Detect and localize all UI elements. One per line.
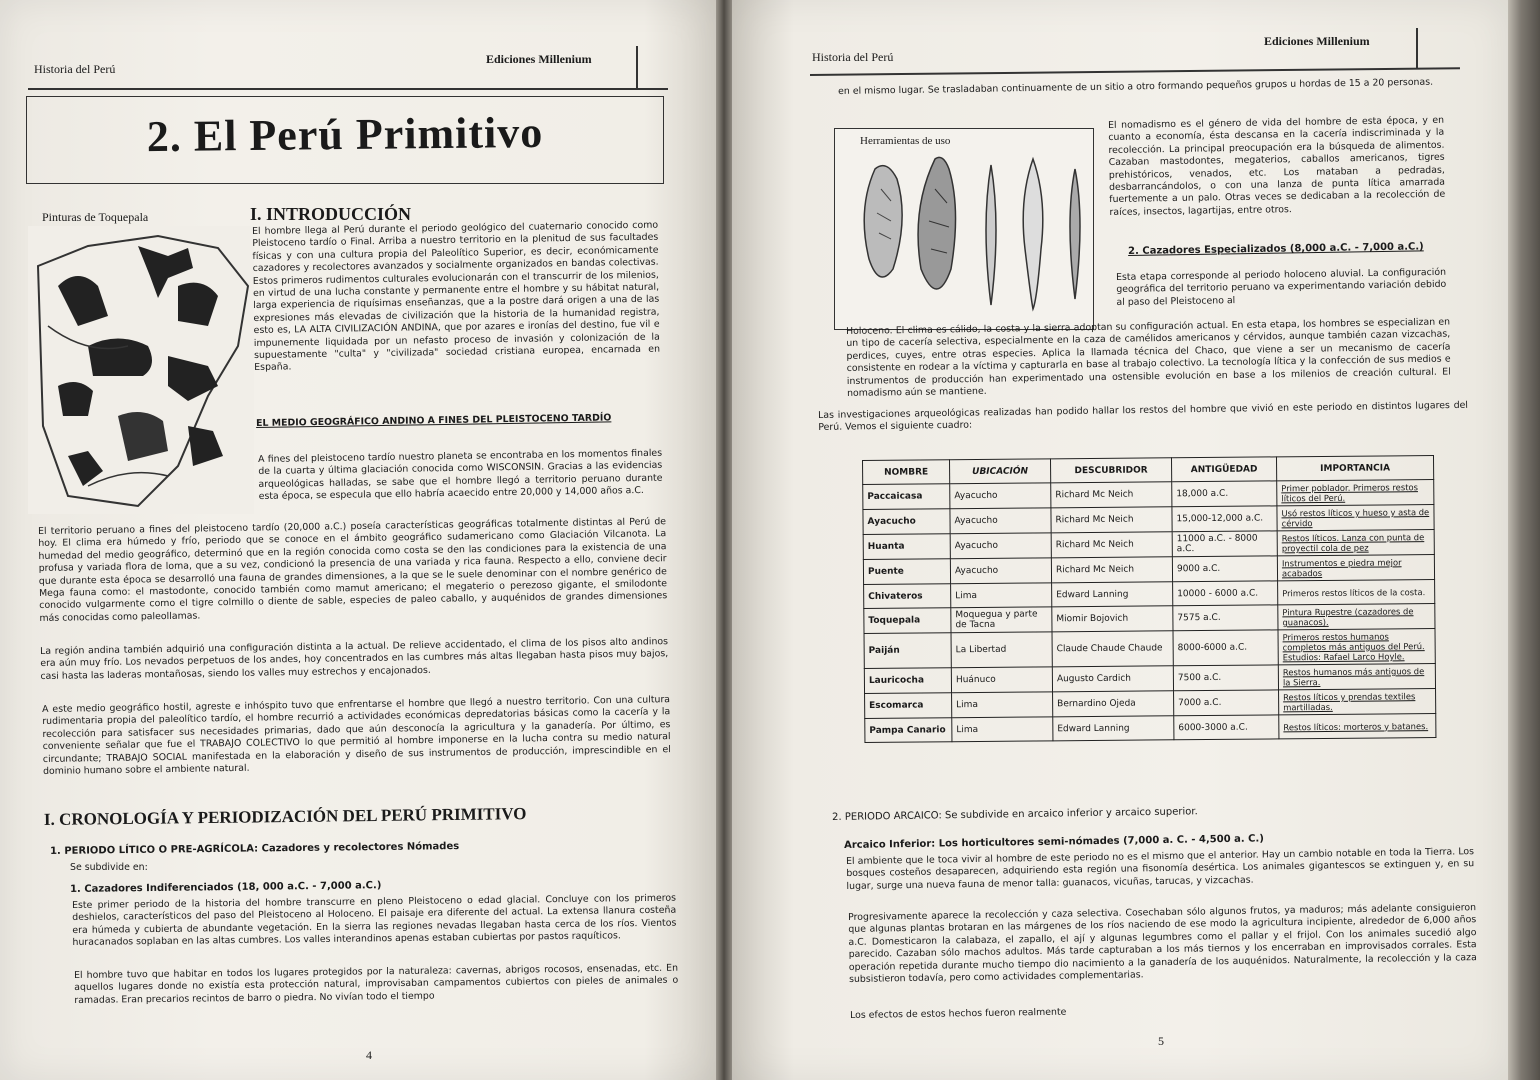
- site-discoverer: Edward Lanning: [1053, 716, 1174, 741]
- site-name: Ayacucho: [863, 509, 950, 535]
- site-importance: Restos humanos más antiguos de la Sierra.: [1278, 664, 1435, 690]
- geo-heading: EL MEDIO GEOGRÁFICO ANDINO A FINES DEL PLEISTOCENO TARDÍO: [256, 412, 612, 429]
- cazadores-indiferenciados-paragraph-2: El hombre tuvo que habitar en todos los lugares protegidos por la naturaleza: cavernas, abrigos rocosos, ensenadas, etc. En aquellos lugares donde no existía esta protección natural, improvisaban campamentos cubiertos con pieles de animales o ramadas. Eran precarios recintos de barro o piedra. No vivían todo el tiempo: [74, 962, 679, 1006]
- site-age: 7000 a.C.: [1174, 690, 1279, 716]
- header-divider: [1416, 28, 1418, 68]
- site-discoverer: Bernardino Ojeda: [1053, 691, 1174, 717]
- site-discoverer: Richard Mc Neich: [1051, 557, 1172, 583]
- header-rule: [28, 88, 668, 90]
- running-head: Historia del Perú: [812, 50, 894, 64]
- table-intro: Las investigaciones arqueológicas realizadas han podido hallar los restos del hombre que vivió en este periodo en distintos lugares del Perú. Vemos el siguiente cuadro:: [818, 399, 1469, 434]
- site-discoverer: Claude Chaude Chaude: [1052, 631, 1173, 667]
- site-importance: Instrumentos e piedra mejor acabados: [1277, 555, 1434, 581]
- geo-paragraph-4: A este medio geográfico hostil, agreste e inhóspito tuvo que enfrentarse el hombre que llegó a nuestro territorio. Con una cultura rudimentaria propia del paleolítico tardío, el hombre recurrió a actividades económicas depredatorias básicas como la cacería y la recolección para satisfacer sus necesidades primarias, dado que aún desconocía la agricultura y la ganadería. Por último, es conveniente señalar que fue el TRABAJO COLECTIVO lo que permitió al hombre imponerse en la lucha contra su medio natural circundante; TRABAJO SOCIAL manifestada en la elaboración y diseño de sus instrumentos de producción, imprescindible en el dominio humano sobre el ambiente natural.: [42, 694, 671, 778]
- geo-paragraph-1: A fines del pleistoceno tardío nuestro planeta se encontraba en los momentos finales de la cuarta y última glaciación conocida como WISCONSIN. Gracias a las evidencias arqueológicas halladas, se sabe que el hombre llegó a territorio peruano durante esta época, se especula que ello habría acaecido entre 20,000 y 14,000 años a.C.: [258, 447, 663, 503]
- page-number: 4: [366, 1048, 372, 1062]
- column-header: DESCUBRIDOR: [1050, 458, 1171, 483]
- site-location: Ayacucho: [950, 483, 1051, 509]
- site-importance: Restos líticos y prendas textiles martilladas.: [1279, 689, 1436, 715]
- site-discoverer: Richard Mc Neich: [1051, 507, 1172, 533]
- site-location: La Libertad: [951, 632, 1052, 668]
- site-importance: Usó restos líticos y hueso y asta de cérvido: [1277, 505, 1434, 531]
- column-header: IMPORTANCIA: [1276, 456, 1433, 481]
- cave-painting-illustration: [28, 226, 254, 514]
- header-rule: [810, 67, 1460, 76]
- intro-paragraph: El hombre llega al Perú durante el periodo geológico del cuaternario conocido como Pleistoceno tardío o Final. Arriba a nuestro territorio en la plenitud de sus facultades físicas y con una cultura propia del Paleolítico Superior, es decir, económicamente cazadores y recolectores avanzados y socialmente organizados en bandas colectivas. Estos primeros rudimentos culturales evolucionarán con el transcurrir de los milenios, en virtud de una lucha constante y permanente entre el hombre y su hábitat natural, larga experiencia de riquísimas enseñanzas, que a la postre dará origen a una de las expresiones más elevadas de civilización que la historia de la humanidad registra, esto es, LA ALTA CIVILIZACIÓN ANDINA, que por azares e ironías del destino, fue vil e impunemente liquidada por un nefasto proceso de invasión y colonización de la supuestamente "culta" y "civilizada" sociedad cristiana europea, encarnada en España.: [252, 219, 661, 374]
- period1-subtitle: Se subdivide en:: [70, 862, 148, 873]
- right-page: [732, 0, 1508, 1080]
- column-header: UBICACIÓN: [950, 459, 1051, 484]
- site-location: Moquegua y parte de Tacna: [951, 607, 1052, 633]
- table-row: [865, 714, 1436, 743]
- image-caption: Pinturas de Toquepala: [42, 210, 149, 224]
- book-page-edges: [1508, 0, 1540, 1080]
- site-location: Ayacucho: [950, 533, 1051, 559]
- arcaico-heading: 2. PERIODO ARCAICO: Se subdivide en arcaico inferior y arcaico superior.: [832, 806, 1198, 823]
- cazadores-especializados-paragraph-2: Holoceno. El clima es cálido, la costa y la sierra adoptan su configuración actual. En esta etapa, los hombres se especializan en un tipo de cacería selectiva, especialmente en la caza de camélidos americanos y cérvidos, aunque también cazan vizcachas, perdices, cuyes, entre otras especies. Aplica la llamada técnica del Chaco, que viene a ser un mecanismo de cacería consistente en rodear a la víctima y capturarla en base al trabajo colectivo. La tecnología lítica y la confección de sus medios e instrumentos de producción han experimentado una ostensible evolución en base a los milenios de creación cultural. El nomadismo aún se mantiene.: [846, 316, 1451, 400]
- site-importance: Primer poblador. Primeros restos líticos del Perú.: [1277, 480, 1434, 506]
- intro-heading: I. INTRODUCCIÓN: [250, 204, 412, 224]
- site-location: Lima: [951, 583, 1052, 608]
- arcaico-inferior-paragraph-2: Progresivamente aparece la recolección y caza selectiva. Cosechaban sólo algunos frutos, ya maduros; más adelante consiguieron que algunas plantas brotaran en las márgenes de los ríos naciendo de ese modo la agricultura incipiente, alrededor de 6,000 años a.C. Domesticaron la calabaza, el zapallo, el ají y algunas legumbres como el pallar y el frijol. Con los animales sucedió algo parecido. Cazaban sólo machos adultos. Más tarde capturaban a los más tiernos y los encerraban en improvisados corrales. Esta operación repetida durante mucho tiempo dio nacimiento a la ganadería de los auquénidos. Naturalmente, la recolección y la caza subsistieron todavía, pero como actividades complementarias.: [848, 902, 1477, 986]
- site-name: Toquepala: [864, 608, 951, 634]
- site-discoverer: Augusto Cardich: [1052, 666, 1173, 692]
- site-discoverer: Edward Lanning: [1052, 582, 1173, 607]
- cazadores-especializados-heading: 2. Cazadores Especializados (8,000 a.C. - 7,000 a.C.): [1128, 241, 1424, 257]
- site-importance: Primeros restos líticos de la costa.: [1278, 580, 1435, 605]
- site-age: 7500 a.C.: [1173, 665, 1278, 691]
- site-importance: Pintura Rupestre (cazadores de guanacos).: [1278, 604, 1435, 630]
- running-head: Historia del Perú: [34, 62, 116, 76]
- site-location: Lima: [952, 692, 1053, 718]
- column-header: NOMBRE: [863, 460, 950, 485]
- publisher-label: Ediciones Millenium: [1264, 34, 1370, 48]
- page-number: 5: [1158, 1034, 1164, 1048]
- nomadism-paragraph: El nomadismo es el género de vida del hombre de esta época, y en cuanto a economía, ésta descansa en la cacería indiscriminada y la recolección. La principal preocupación era la búsqueda de alimentos. Cazaban mastodontes, megaterios, caballos americanos, tigres prehistóricos, venados, etc. Los mataban a pedradas, desbarrancándolos, o con una lanza de punta lítica amarrada fuertemente a un palo. Otras veces se dedicaban a la recolección de raíces, insectos, lagartijas, entre otros.: [1108, 114, 1446, 218]
- site-age: 11000 a.C. - 8000 a.C.: [1172, 531, 1277, 557]
- arcaico-inferior-heading: Arcaico Inferior: Los horticultores semi-nómades (7,000 a. C. - 4,500 a. C.): [844, 833, 1264, 851]
- arcaico-inferior-paragraph-3: Los efectos de estos hechos fueron realmente: [850, 1006, 1067, 1021]
- table-row: [864, 629, 1435, 669]
- header-divider: [636, 46, 638, 88]
- top-paragraph: en el mismo lugar. Se trasladaban continuamente de un sitio a otro formando pequeños grupos u hordas de 15 a 20 personas.: [838, 76, 1434, 97]
- column-header: ANTIGÜEDAD: [1171, 457, 1276, 482]
- site-name: Lauricocha: [864, 668, 951, 694]
- archaeological-sites-table: [862, 455, 1436, 743]
- chapter-title-box: [26, 96, 664, 184]
- cazadores-indiferenciados-paragraph: Este primer periodo de la historia del hombre transcurre en pleno Pleistoceno o edad glacial. Concluye con los primeros deshielos, característicos del paso del Pleistoceno al Holoceno. El paisaje era diferente del actual. La extensa llanura costeña era húmeda y cubierta de abundante vegetación. En la sierra las regiones nevadas llegaban hasta cerca de los ríos. Vientos huracanados soplaban en las altas cumbres. Los valles interandinos apenas estaban cubiertas por pastos raquíticos.: [72, 892, 677, 949]
- cazadores-indiferenciados-heading: 1. Cazadores Indiferenciados (18, 000 a.C. - 7,000 a.C.): [70, 880, 382, 895]
- site-age: 10000 - 6000 a.C.: [1173, 581, 1278, 606]
- site-age: 9000 a.C.: [1172, 556, 1277, 582]
- period1-heading: 1. PERIODO LÍTICO O PRE-AGRÍCOLA: Cazadores y recolectores Nómades: [50, 841, 460, 857]
- geo-paragraph-3: La región andina también adquirió una configuración distinta a la actual. De relieve accidentado, el clima de los pisos alto andinos era aún muy frío. Los nevados perpetuos de los andes, hoy concentrados en las cumbres más altas llegaban hasta pisos muy bajos, casi hasta las laderas montañosas, siendo los valles muy estrechos y encajonados.: [40, 636, 669, 682]
- arcaico-inferior-paragraph-1: El ambiente que le toca vivir al hombre de este periodo no es el mismo que el anterior. Hay un cambio notable en toda la Tierra. Los bosques costeños desaparecen, adquiriendo esta región una fisonomía desértica. Los animales gigantescos se extinguen y, en su lugar, surge una nueva fauna de menor talla: guanacos, vicuñas, tarucas, y vizcachas.: [846, 846, 1475, 892]
- site-name: Huanta: [863, 534, 950, 560]
- site-importance: Restos líticos: morteros y batanes.: [1279, 714, 1436, 739]
- geo-paragraph-2: El territorio peruano a fines del pleistoceno tardío (20,000 a.C.) poseía características geográficas totalmente distintas al Perú de hoy. El clima era húmedo y frío, periodo que se conoce en el ámbito geográfico sudamericano como Glaciación Vilcanota. La humedad del medio geográfico, determinó que en la región conocida como costa se den las condiciones para la existencia de una profusa y variada flora de loma, que a su vez, condicionó la presencia de una variada y rica fauna. Respecto a ello, conviene decir que durante esta época se desarrolló una fauna de grandes dimensiones, a la que se le suele denominar con el nombre genérico de Mega fauna como: el mastodonte, conocido también como mamut americano; el megaterio o perezoso gigante, el smilodonte conocido vulgarmente como el tigre colmillo o diente de sable, especies de paleo caballo, y auquénidos de grandes dimensiones más conocidas como paleollamas.: [38, 516, 668, 624]
- site-location: Lima: [952, 717, 1053, 742]
- tools-caption: Herramientas de uso: [857, 135, 953, 147]
- tools-figure: [834, 128, 1094, 330]
- publisher-label: Ediciones Millenium: [486, 52, 592, 66]
- site-importance: Restos líticos. Lanza con punta de proyectil cola de pez: [1277, 530, 1434, 556]
- site-name: Pampa Canario: [865, 718, 952, 743]
- site-name: Puente: [863, 559, 950, 585]
- stone-tools-illustration: [835, 129, 1093, 329]
- site-age: 15,000-12,000 a.C.: [1172, 506, 1277, 532]
- site-name: Paiján: [864, 633, 951, 669]
- site-discoverer: Richard Mc Neich: [1051, 532, 1172, 558]
- site-age: 8000-6000 a.C.: [1173, 630, 1278, 666]
- cazadores-especializados-paragraph-1: Esta etapa corresponde al periodo holoceno aluvial. La configuración geográfica del territorio peruano va experimentando variación debido al paso del Pleistoceno al: [1116, 266, 1447, 308]
- site-discoverer: Richard Mc Neich: [1051, 482, 1172, 508]
- left-page: [0, 0, 716, 1080]
- site-age: 7575 a.C.: [1173, 605, 1278, 631]
- site-age: 6000-3000 a.C.: [1174, 715, 1279, 740]
- site-location: Huánuco: [951, 667, 1052, 693]
- book-gutter: [716, 0, 732, 1080]
- site-name: Paccaicasa: [863, 484, 950, 510]
- site-age: 18,000 a.C.: [1172, 481, 1277, 507]
- chapter-title: 2. El Perú Primitivo: [146, 107, 544, 162]
- site-discoverer: Miomir Bojovich: [1052, 606, 1173, 632]
- site-name: Escomarca: [865, 693, 952, 719]
- site-importance: Primeros restos humanos completos más antiguos del Perú. Estudios: Rafael Larco Hoyle.: [1278, 629, 1435, 665]
- site-location: Ayacucho: [950, 558, 1051, 584]
- chronology-heading: I. CRONOLOGÍA Y PERIODIZACIÓN DEL PERÚ PRIMITIVO: [43, 804, 527, 829]
- site-location: Ayacucho: [950, 508, 1051, 534]
- site-name: Chivateros: [864, 584, 951, 609]
